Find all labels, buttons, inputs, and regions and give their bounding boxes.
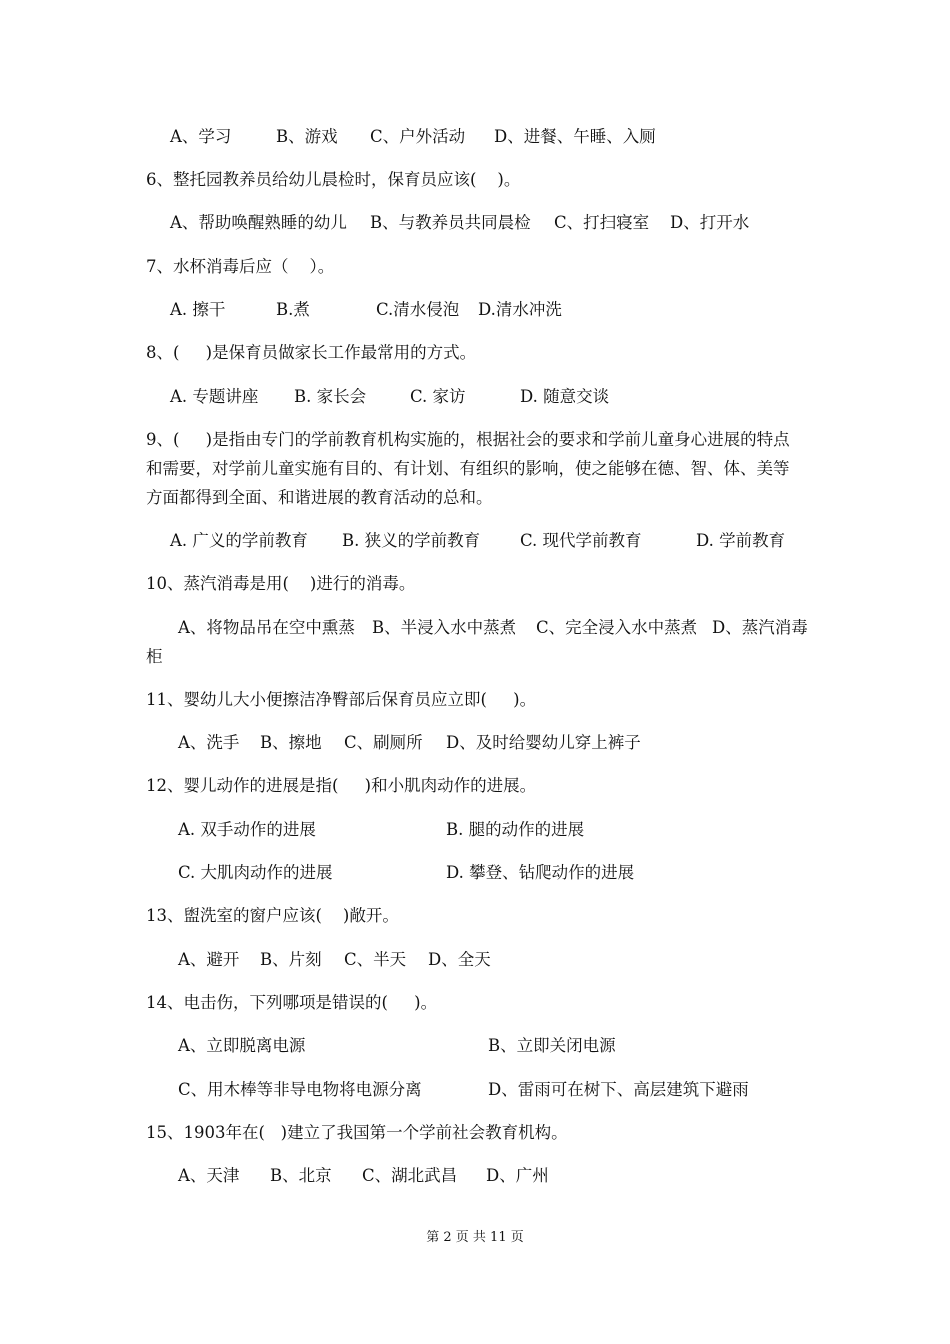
option-d: D、全天 [428, 950, 491, 969]
option-a: A、帮助唤醒熟睡的幼儿 [170, 213, 347, 232]
question-stem: 13、盥洗室的窗户应该( )敞开。 [146, 906, 399, 925]
option-d: D、进餐、午睡、入厕 [494, 127, 656, 146]
option-a: A. 广义的学前教育 [170, 531, 308, 550]
question-stem: 6、整托园教养员给幼儿晨检时，保育员应该( )。 [146, 170, 521, 189]
option-d: D、打开水 [670, 213, 750, 232]
option-a: A、避开 [178, 950, 240, 969]
option-b: B、游戏 [276, 127, 338, 146]
question-stem: 12、婴儿动作的进展是指( )和小肌肉动作的进展。 [146, 776, 537, 795]
option-d: D、蒸汽消毒 [712, 618, 808, 637]
option-c: C、刷厕所 [344, 733, 423, 752]
option-b: B、片刻 [260, 950, 322, 969]
option-b: B、立即关闭电源 [488, 1036, 616, 1055]
option-b: B、半浸入水中蒸煮 [372, 618, 517, 637]
option-c: C、打扫寝室 [554, 213, 650, 232]
page-number-footer: 第 2 页 共 11 页 [426, 1230, 524, 1245]
option-c: C.清水侵泡 [376, 300, 460, 319]
question-stem: 15、1903年在( )建立了我国第一个学前社会教育机构。 [146, 1123, 568, 1142]
question-stem: 10、蒸汽消毒是用( )进行的消毒。 [146, 574, 416, 593]
option-c: C、完全浸入水中蒸煮 [536, 618, 698, 637]
option-a: A. 擦干 [170, 300, 226, 319]
option-a: A. 专题讲座 [170, 387, 259, 406]
option-a: A、天津 [178, 1166, 240, 1185]
option-a: A、立即脱离电源 [178, 1036, 306, 1055]
option-wrap: 柜 [146, 647, 163, 666]
option-b: B. 家长会 [294, 387, 367, 406]
option-b: B.煮 [276, 300, 310, 319]
option-c: C、半天 [344, 950, 407, 969]
option-a: A、洗手 [178, 733, 240, 752]
option-c: C. 现代学前教育 [520, 531, 642, 550]
option-a: A、学习 [170, 127, 232, 146]
option-d: D.清水冲洗 [478, 300, 562, 319]
option-c: C、湖北武昌 [362, 1166, 458, 1185]
option-d: D. 随意交谈 [520, 387, 610, 406]
question-stem: 11、婴幼儿大小便擦洁净臀部后保育员应立即( )。 [146, 690, 537, 709]
question-stem: 14、电击伤，下列哪项是错误的( )。 [146, 993, 438, 1012]
option-c: C、用木棒等非导电物将电源分离 [178, 1080, 422, 1099]
option-d: D. 学前教育 [696, 531, 786, 550]
option-d: D、雷雨可在树下、高层建筑下避雨 [488, 1080, 749, 1099]
option-b: B. 狭义的学前教育 [342, 531, 481, 550]
question-stem-line: 9、( )是指由专门的学前教育机构实施的，根据社会的要求和学前儿童身心进展的特点 [146, 430, 790, 449]
question-stem-line: 和需要，对学前儿童实施有目的、有计划、有组织的影响，使之能够在德、智、体、美等 [146, 459, 790, 478]
option-d: D、广州 [486, 1166, 549, 1185]
question-stem: 7、水杯消毒后应（ ）。 [146, 257, 335, 276]
option-d: D. 攀登、钻爬动作的进展 [446, 863, 635, 882]
option-c: C. 大肌肉动作的进展 [178, 863, 333, 882]
option-a: A. 双手动作的进展 [178, 820, 316, 839]
option-b: B、擦地 [260, 733, 322, 752]
option-a: A、将物品吊在空中熏蒸 [178, 618, 355, 637]
option-c: C. 家访 [410, 387, 466, 406]
option-b: B、北京 [270, 1166, 332, 1185]
question-stem: 8、( )是保育员做家长工作最常用的方式。 [146, 343, 477, 362]
option-b: B、与教养员共同晨检 [370, 213, 531, 232]
option-d: D、及时给婴幼儿穿上裤子 [446, 733, 641, 752]
question-stem-line: 方面都得到全面、和谐进展的教育活动的总和。 [146, 488, 493, 507]
option-b: B. 腿的动作的进展 [446, 820, 585, 839]
option-c: C、户外活动 [370, 127, 466, 146]
